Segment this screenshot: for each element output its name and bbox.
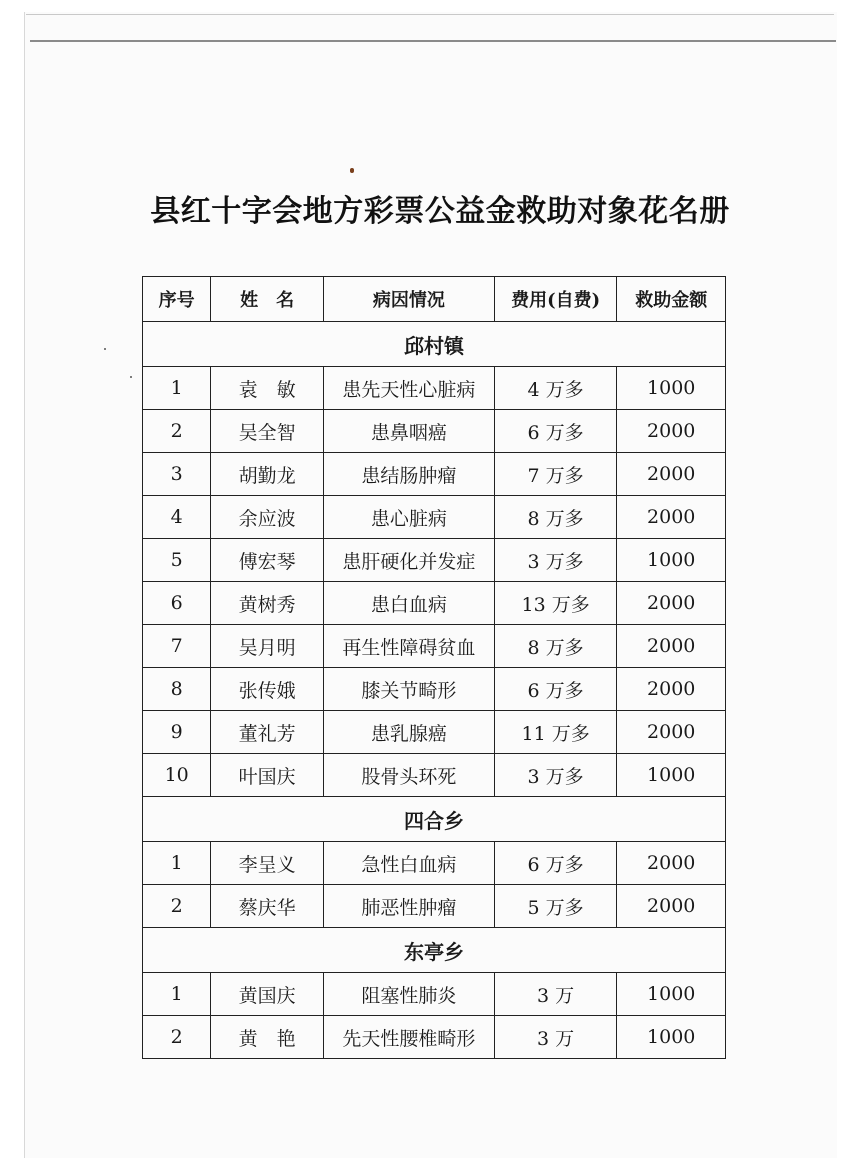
paper-top-edge <box>26 14 834 15</box>
header-name: 姓 名 <box>211 277 324 322</box>
table-row <box>143 410 726 453</box>
cell-amount: 2000 <box>617 885 726 928</box>
table-row <box>143 539 726 582</box>
cell-cost: 11 万多 <box>494 711 617 754</box>
table-row <box>143 711 726 754</box>
cell-name: 黄国庆 <box>211 973 324 1016</box>
ink-speck <box>350 168 354 173</box>
cell-condition: 患心脏病 <box>323 496 494 539</box>
cell-no: 10 <box>143 754 211 797</box>
cell-name: 叶国庆 <box>211 754 324 797</box>
roster-table <box>142 276 726 1059</box>
cell-amount: 2000 <box>617 668 726 711</box>
cell-no: 9 <box>143 711 211 754</box>
cell-amount: 1000 <box>617 1016 726 1059</box>
cell-cost: 3 万多 <box>494 754 617 797</box>
region-name: 四合乡 <box>143 797 726 842</box>
cell-amount: 1000 <box>617 973 726 1016</box>
cell-no: 2 <box>143 1016 211 1059</box>
header-amount: 救助金额 <box>617 277 726 322</box>
ink-speck <box>130 376 132 378</box>
cell-cost: 8 万多 <box>494 625 617 668</box>
roster-body <box>143 322 726 1059</box>
table-row <box>143 496 726 539</box>
table-row <box>143 973 726 1016</box>
cell-amount: 2000 <box>617 625 726 668</box>
cell-cost: 6 万多 <box>494 842 617 885</box>
region-name: 邱村镇 <box>143 322 726 367</box>
cell-no: 8 <box>143 668 211 711</box>
cell-condition: 患肝硬化并发症 <box>323 539 494 582</box>
cell-condition: 膝关节畸形 <box>323 668 494 711</box>
top-rule-line <box>30 40 836 42</box>
cell-no: 2 <box>143 885 211 928</box>
cell-condition: 患乳腺癌 <box>323 711 494 754</box>
cell-amount: 2000 <box>617 410 726 453</box>
cell-name: 吴月明 <box>211 625 324 668</box>
cell-name: 余应波 <box>211 496 324 539</box>
cell-no: 7 <box>143 625 211 668</box>
table-row <box>143 625 726 668</box>
cell-amount: 2000 <box>617 496 726 539</box>
region-name: 东亭乡 <box>143 928 726 973</box>
table-row <box>143 754 726 797</box>
cell-cost: 6 万多 <box>494 410 617 453</box>
header-row <box>143 277 726 322</box>
cell-condition: 肺恶性肿瘤 <box>323 885 494 928</box>
cell-name: 吴全智 <box>211 410 324 453</box>
cell-cost: 3 万 <box>494 1016 617 1059</box>
cell-amount: 1000 <box>617 754 726 797</box>
cell-no: 2 <box>143 410 211 453</box>
cell-condition: 急性白血病 <box>323 842 494 885</box>
cell-cost: 6 万多 <box>494 668 617 711</box>
table-row <box>143 1016 726 1059</box>
table-row <box>143 885 726 928</box>
cell-name: 袁 敏 <box>211 367 324 410</box>
cell-name: 傅宏琴 <box>211 539 324 582</box>
region-row <box>143 322 726 367</box>
cell-name: 胡勤龙 <box>211 453 324 496</box>
cell-name: 黄树秀 <box>211 582 324 625</box>
cell-no: 5 <box>143 539 211 582</box>
cell-condition: 患白血病 <box>323 582 494 625</box>
cell-no: 1 <box>143 842 211 885</box>
cell-amount: 2000 <box>617 711 726 754</box>
table-row <box>143 582 726 625</box>
table-row <box>143 668 726 711</box>
cell-name: 李呈义 <box>211 842 324 885</box>
cell-cost: 4 万多 <box>494 367 617 410</box>
cell-no: 4 <box>143 496 211 539</box>
cell-name: 董礼芳 <box>211 711 324 754</box>
cell-condition: 再生性障碍贫血 <box>323 625 494 668</box>
cell-no: 1 <box>143 973 211 1016</box>
cell-cost: 3 万 <box>494 973 617 1016</box>
ink-speck <box>104 348 106 350</box>
cell-condition: 先天性腰椎畸形 <box>323 1016 494 1059</box>
cell-no: 6 <box>143 582 211 625</box>
cell-amount: 2000 <box>617 582 726 625</box>
cell-amount: 1000 <box>617 367 726 410</box>
cell-condition: 股骨头环死 <box>323 754 494 797</box>
header-no: 序号 <box>143 277 211 322</box>
cell-amount: 2000 <box>617 842 726 885</box>
cell-name: 蔡庆华 <box>211 885 324 928</box>
header-condition: 病因情况 <box>323 277 494 322</box>
cell-amount: 1000 <box>617 539 726 582</box>
table-row <box>143 842 726 885</box>
cell-condition: 患结肠肿瘤 <box>323 453 494 496</box>
cell-condition: 阻塞性肺炎 <box>323 973 494 1016</box>
table-row <box>143 367 726 410</box>
table-row <box>143 453 726 496</box>
cell-cost: 13 万多 <box>494 582 617 625</box>
cell-amount: 2000 <box>617 453 726 496</box>
cell-name: 黄 艳 <box>211 1016 324 1059</box>
cell-name: 张传娥 <box>211 668 324 711</box>
cell-condition: 患鼻咽癌 <box>323 410 494 453</box>
header-cost: 费用(自费) <box>494 277 617 322</box>
cell-cost: 3 万多 <box>494 539 617 582</box>
cell-cost: 7 万多 <box>494 453 617 496</box>
region-row <box>143 797 726 842</box>
region-row <box>143 928 726 973</box>
cell-no: 1 <box>143 367 211 410</box>
document-title: 县红十字会地方彩票公益金救助对象花名册 <box>150 194 730 229</box>
cell-condition: 患先天性心脏病 <box>323 367 494 410</box>
cell-cost: 8 万多 <box>494 496 617 539</box>
cell-no: 3 <box>143 453 211 496</box>
cell-cost: 5 万多 <box>494 885 617 928</box>
